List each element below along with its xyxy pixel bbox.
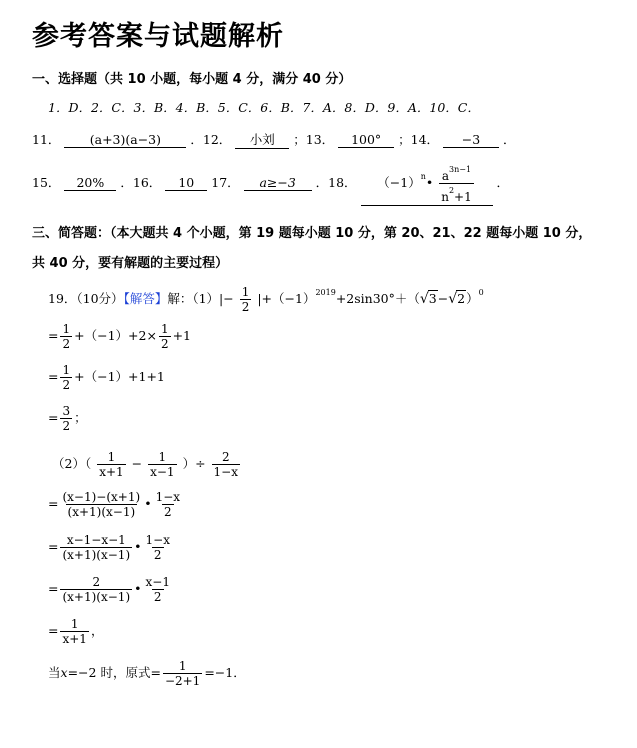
q18-exp: n	[420, 172, 426, 181]
t1-r-den: 2	[163, 505, 172, 519]
t3-den: (x+1)(x−1)	[62, 590, 131, 604]
half-num: 1	[241, 285, 250, 299]
dot: •	[144, 496, 152, 511]
three-num: 3	[62, 404, 71, 418]
q16-number: ．16．	[120, 175, 162, 190]
q19-p2-step-2	[48, 533, 174, 562]
final-x: x	[60, 665, 68, 680]
equals: =	[48, 623, 59, 638]
fill-answers-row-1	[32, 130, 516, 149]
choice-answer-text: 1．D．2．C．3．B．4．B．5．C．6．B．7．A．8．D．9．A．10．C．	[48, 100, 480, 115]
q19-part2-line	[52, 450, 242, 479]
q17-answer: a≥−3	[244, 175, 312, 191]
t2-r-den: 2	[153, 548, 162, 562]
final-den: −2+1	[164, 674, 201, 688]
t3-r-num: x−1	[145, 575, 170, 589]
choice-answers	[48, 98, 480, 116]
step3-end: ；	[74, 410, 87, 425]
step1-mid: +（−1）+2×	[74, 328, 157, 343]
q18-answer	[361, 163, 493, 206]
q19-step-1	[48, 322, 191, 351]
q19-final-line	[48, 659, 246, 688]
exp-0: 0	[478, 288, 484, 297]
sqrt-3: 3	[428, 291, 437, 306]
q19-p1-mid2: +2sin30°＋（	[335, 291, 420, 306]
t1-den: (x+1)(x−1)	[67, 505, 136, 519]
q18-number: ．18．	[315, 175, 357, 190]
half-num: 1	[62, 322, 71, 336]
q18-den: n	[441, 190, 449, 204]
q18-num-exp: 3n−1	[449, 165, 472, 174]
t2-num: x−1−x−1	[66, 533, 126, 547]
page-title: 参考答案与试题解析	[32, 21, 284, 52]
q19-step-3	[48, 404, 87, 433]
p2-f2-num: 1	[158, 450, 167, 464]
t4-num: 1	[70, 617, 79, 631]
step1-end: +1	[172, 328, 192, 343]
q16-answer: 10	[165, 175, 207, 191]
q19-label: 19．（10分）	[48, 291, 124, 306]
q11-answer: (a+3)(a−3)	[64, 132, 186, 148]
q19-p1-mid: |+（−1）	[257, 291, 316, 306]
three-den: 2	[62, 419, 71, 433]
q13-number: ；13．	[293, 132, 335, 147]
t4-end: ，	[90, 623, 104, 638]
q19-p1-intro: 解：（1）|−	[167, 291, 234, 306]
equals: =	[48, 496, 59, 511]
t3-num: 2	[92, 575, 101, 589]
q19-p2-step-3	[48, 575, 174, 604]
minus-sign: −	[437, 291, 449, 306]
p2-minus: −	[131, 456, 143, 471]
q18-dot: •	[425, 175, 434, 190]
q19-step-2	[48, 363, 165, 392]
equals: =	[48, 539, 59, 554]
half-den: 2	[241, 300, 250, 314]
q13-answer: 100°	[338, 132, 394, 148]
q19-part1-line: 19．（10分）【解答】解：（1）|− $\frac{1}{2}$ $|+(-1)^{2019}+2\sin 30^\circ+(√3-√2)^0$	[48, 285, 484, 314]
q17-number: 17．	[211, 175, 240, 190]
q18-num: a	[441, 169, 450, 183]
half-den: 2	[62, 378, 71, 392]
p2-f1-num: 1	[107, 450, 116, 464]
q19-p1-end: ）	[466, 291, 479, 306]
q19-p2-step-1	[48, 490, 184, 519]
q12-number: ．12．	[190, 132, 232, 147]
q18-den-rest: +1	[454, 190, 472, 204]
equals: =	[48, 369, 59, 384]
final-mid: =−2 时，原式=	[67, 665, 161, 680]
exp-2019: 2019	[315, 288, 336, 297]
q12-answer: 小刘	[235, 130, 289, 149]
fill-answers-row-2	[32, 163, 509, 206]
q11-number: 11．	[32, 132, 61, 147]
q18-sign: （−1）	[377, 175, 421, 190]
half-num: 1	[62, 363, 71, 377]
p2-f1-den: x+1	[99, 465, 124, 479]
step2-rest: +（−1）+1+1	[74, 369, 165, 384]
t1-r-num: 1−x	[155, 490, 181, 504]
section-3-heading-line-2: 共 40 分，要有解题的主要过程）	[32, 256, 229, 271]
final-end: =−1．	[204, 665, 246, 680]
section-3-heading-line-1: 三、简答题：（本大题共 4 个小题，第 19 题每小题 10 分，第 20、21、22 题每小题 10 分，	[32, 226, 592, 241]
p2-f3-num: 2	[221, 450, 230, 464]
t3-r-den: 2	[153, 590, 162, 604]
dot: •	[134, 581, 142, 596]
q19-p2-intro: （2）（	[52, 456, 92, 471]
q14-end: ．	[503, 132, 516, 147]
p2-f3-den: 1−x	[213, 465, 238, 479]
q14-number: ；14．	[398, 132, 440, 147]
q15-number: 15．	[32, 175, 61, 190]
q15-answer: 20%	[64, 175, 116, 191]
final-pre: 当	[48, 665, 61, 680]
t2-r-num: 1−x	[145, 533, 170, 547]
p2-f2-den: x−1	[150, 465, 175, 479]
q19-p2-step-4	[48, 617, 103, 646]
half-num: 1	[160, 322, 169, 336]
q18-fraction	[439, 163, 474, 204]
q18-end: ．	[496, 175, 510, 190]
t2-den: (x+1)(x−1)	[62, 548, 131, 562]
q19-solution-tag: 【解答】	[123, 291, 168, 306]
equals: =	[48, 328, 59, 343]
dot: •	[134, 539, 142, 554]
sqrt-2: 2	[457, 291, 466, 306]
section-1-heading: 一、选择题（共 10 小题，每小题 4 分，满分 40 分）	[32, 72, 352, 87]
half-den: 2	[160, 337, 169, 351]
equals: =	[48, 410, 59, 425]
q14-answer: −3	[443, 132, 499, 148]
q18-den-exp: 2	[448, 186, 455, 195]
equals: =	[48, 581, 59, 596]
t1-num: (x−1)−(x+1)	[62, 490, 141, 504]
p2-div: ）÷	[182, 456, 206, 471]
half-den: 2	[62, 337, 71, 351]
t4-den: x+1	[62, 632, 87, 646]
final-num: 1	[178, 659, 187, 673]
